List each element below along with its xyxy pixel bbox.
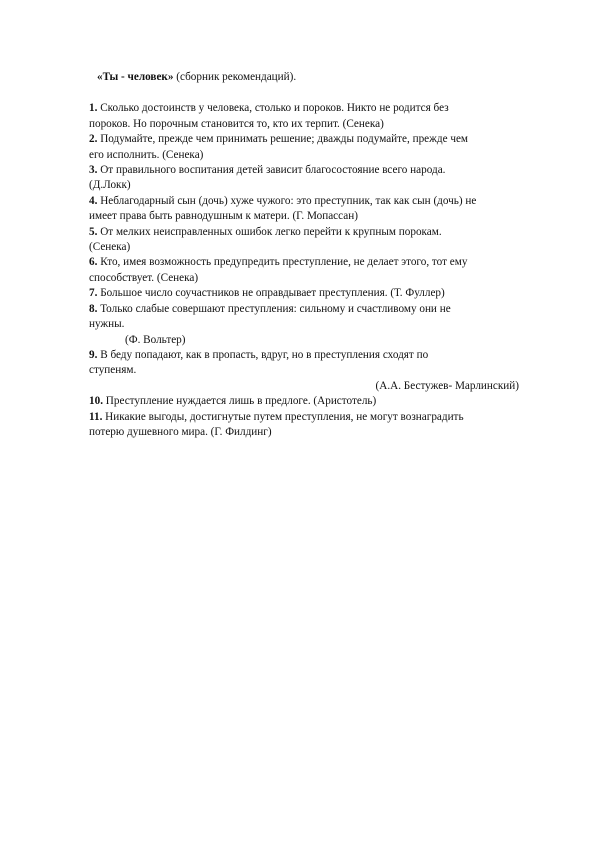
item-line [89, 286, 519, 301]
list-item [89, 132, 519, 163]
item-text: имеет права быть равнодушным к матери. (Г. Мопассан) [89, 210, 358, 223]
item-line [89, 240, 519, 255]
item-line [89, 163, 519, 178]
list-item [89, 394, 519, 409]
item-text: От мелких неисправленных ошибок легко перейти к крупным порокам. [100, 225, 442, 238]
item-line [89, 394, 519, 409]
item-text: В беду попадают, как в пропасть, вдруг, но в преступления сходят по [100, 348, 429, 361]
list-item [89, 348, 519, 394]
item-number: 3. [89, 164, 98, 177]
list-item [89, 410, 519, 441]
item-line [89, 363, 519, 378]
list-item [89, 225, 519, 256]
item-text: потерю душевного мира. (Г. Филдинг) [89, 425, 272, 438]
item-line [89, 225, 519, 240]
item-number: 1. [89, 102, 98, 115]
item-line [89, 317, 519, 332]
item-number: 6. [89, 256, 98, 269]
item-text: Сколько достоинств у человека, столько и пороков. Никто не родится без [100, 102, 449, 115]
item-text: его исполнить. (Сенека) [89, 148, 204, 161]
item-text: Большое число соучастников не оправдывает преступления. (Т. Фуллер) [100, 287, 445, 300]
item-text: Неблагодарный сын (дочь) хуже чужого: это преступник, так как сын (дочь) не [100, 194, 477, 207]
item-line [89, 302, 519, 317]
item-number: 5. [89, 225, 98, 238]
item-text: Преступление нуждается лишь в предлоге. (Аристотель) [105, 395, 377, 408]
item-text: пороков. Но порочным становится то, кто их терпит. (Сенека) [89, 117, 384, 130]
item-number: 7. [89, 287, 98, 300]
item-text: Кто, имея возможность предупредить преступление, не делает этого, тот ему [100, 256, 468, 269]
item-text: (Д.Локк) [89, 179, 131, 192]
item-text: нужны. [89, 318, 125, 331]
title-rest: (сборник рекомендаций). [173, 71, 297, 83]
list-item [89, 101, 519, 132]
item-line [89, 255, 519, 270]
item-line [89, 101, 519, 116]
recommendations-list [89, 101, 519, 440]
list-item [89, 286, 519, 301]
item-number: 11. [89, 410, 103, 423]
title-bold: «Ты - человек» [97, 71, 174, 83]
item-number: 2. [89, 133, 98, 146]
item-text: От правильного воспитания детей зависит благосостояние всего народа. [100, 164, 446, 177]
item-text: Никакие выгоды, достигнутые путем преступления, не могут вознаградить [105, 410, 464, 423]
list-item [89, 163, 519, 194]
item-number: 9. [89, 348, 98, 361]
item-number: 8. [89, 302, 98, 315]
document-title [97, 70, 519, 85]
item-author: (А.А. Бестужев- Марлинский) [375, 379, 519, 392]
item-line [89, 410, 519, 425]
list-item [89, 255, 519, 286]
item-line [89, 194, 519, 209]
item-author: (Ф. Вольтер) [125, 333, 186, 346]
item-line [89, 425, 519, 440]
item-text: Подумайте, прежде чем принимать решение; дважды подумайте, прежде чем [100, 133, 469, 146]
item-line [89, 148, 519, 163]
item-text: способствует. (Сенека) [89, 271, 199, 284]
item-number: 10. [89, 395, 103, 408]
item-text: ступеням. [89, 364, 137, 377]
list-item [89, 302, 519, 348]
item-line [89, 132, 519, 147]
item-line [89, 178, 519, 193]
item-line [89, 271, 519, 286]
document-body [89, 70, 519, 440]
item-number: 4. [89, 194, 98, 207]
item-line [89, 117, 519, 132]
item-text: (Сенека) [89, 241, 131, 254]
item-line [89, 348, 519, 363]
list-item [89, 194, 519, 225]
item-text: Только слабые совершают преступления: сильному и счастливому они не [100, 302, 451, 315]
item-line [89, 209, 519, 224]
